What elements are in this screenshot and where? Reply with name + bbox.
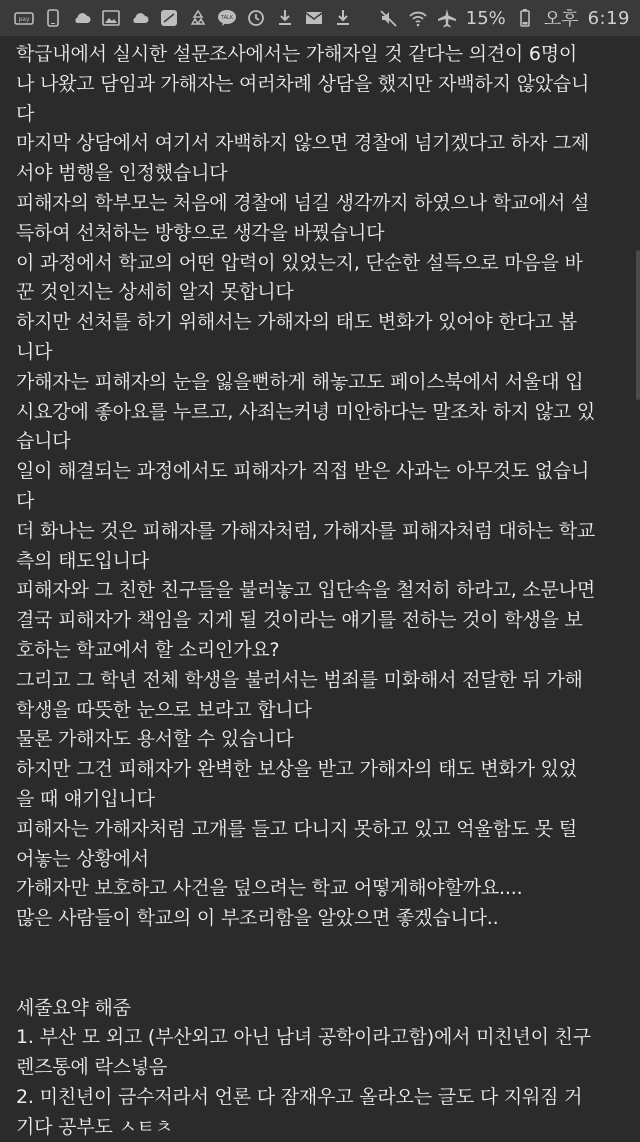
article-line: 물론 가해자도 용서할 수 있습니다 (16, 728, 294, 751)
download-icon (275, 8, 295, 28)
article-line: 하지만 선처를 하기 위해서는 가해자의 태도 변화가 있어야 한다고 봅 (16, 311, 577, 334)
summary-line: 기다 공부도 ㅅㅌㅊ (16, 1115, 173, 1138)
airplane-icon (437, 8, 457, 28)
article-line: 이 과정에서 학교의 어떤 압력이 있었는지, 단순한 설득으로 마음을 바 (16, 251, 583, 274)
battery-percent: 15% (465, 7, 506, 29)
summary-line: 1. 부산 모 외고 (부산외고 아닌 남녀 공학이라고함)에서 미친년이 친구 (16, 1026, 591, 1049)
article-line: 나 나왔고 담임과 가해자는 여러차례 상담을 했지만 자백하지 않았습니 (16, 72, 590, 95)
article-line: 을 때 얘기입니다 (16, 787, 155, 810)
article-line: 피해자는 가해자처럼 고개를 들고 다니지 못하고 있고 억울함도 못 털 (16, 817, 577, 840)
article-line: 피해자와 그 친한 친구들을 불러놓고 입단속을 철저히 하라고, 소문나면 (16, 579, 596, 602)
svg-text:pay: pay (18, 16, 30, 23)
pay-icon (14, 8, 34, 28)
article-line: 피해자의 학부모는 처음에 경찰에 넘길 생각까지 하였으나 학교에서 설 (16, 191, 590, 214)
mail-icon (304, 8, 324, 28)
recycle-icon (188, 8, 208, 28)
clock: 6:19 (587, 7, 630, 29)
talk-icon (217, 8, 237, 28)
svg-text:TALK: TALK (220, 15, 234, 21)
article-line: 시요강에 좋아요를 누르고, 사죄는커녕 미안하다는 말조차 하지 않고 있 (16, 400, 596, 423)
summary-line: 렌즈통에 락스넣음 (16, 1056, 168, 1079)
article-line: 측의 태도입니다 (16, 549, 149, 572)
battery-icon (515, 8, 535, 28)
article-line: 호하는 학교에서 할 소리인가요? (16, 638, 280, 661)
article-line: 가해자는 피해자의 눈을 잃을뻔하게 해놓고도 페이스북에서 서울대 입 (16, 370, 584, 393)
cloud-icon (72, 8, 92, 28)
system-icons (379, 5, 630, 31)
article-line: 그리고 그 학년 전체 학생을 불러서는 범죄를 미화해서 전달한 뒤 가해 (16, 668, 583, 691)
sync-icon (246, 8, 266, 28)
article-line: 결국 피해자가 책임을 지게 될 것이라는 얘기를 전하는 것이 학생을 보 (16, 609, 583, 632)
article-content[interactable] (0, 36, 640, 1138)
article-line: 더 화나는 것은 피해자를 가해자처럼, 가해자를 피해자처럼 대하는 학교 (16, 519, 596, 542)
summary-line: 2. 미친년이 금수저라서 언론 다 잠재우고 올라오는 글도 다 지워짐 거 (16, 1085, 583, 1108)
article-line: 다 (16, 102, 35, 125)
article-line: 학생을 따뜻한 눈으로 보라고 합니다 (16, 698, 312, 721)
article-line: 어놓는 상황에서 (16, 847, 149, 870)
image-icon (101, 8, 121, 28)
article-line: 꾼 것인지는 상세히 알지 못합니다 (16, 281, 294, 304)
article-line: 일이 해결되는 과정에서도 피해자가 직접 받은 사과는 아무것도 없습니 (16, 460, 590, 483)
phone-icon (43, 8, 63, 28)
article-line: 다 (16, 489, 35, 512)
article-line: 많은 사람들이 학교의 이 부조리함을 알았으면 좋겠습니다.. (16, 907, 499, 930)
article-line: 하지만 그건 피해자가 완벽한 보상을 받고 가해자의 태도 변화가 있었 (16, 758, 577, 781)
cloud-icon (130, 8, 150, 28)
summary-heading: 세줄요약 해줌 (16, 996, 131, 1019)
article-line: 마지막 상담에서 여기서 자백하지 않으면 경찰에 넘기겠다고 하자 그제 (16, 132, 590, 155)
wifi-icon (408, 8, 428, 28)
article-line: 습니다 (16, 430, 71, 453)
am-pm-label: 오후 (543, 9, 579, 30)
app-icon (159, 8, 179, 28)
mute-icon (379, 8, 399, 28)
download-icon (333, 8, 353, 28)
article-line: 가해자만 보호하고 사건을 덮으려는 학교 어떻게해야할까요.... (16, 877, 523, 900)
article-line: 서야 범행을 인정했습니다 (16, 162, 228, 185)
article-line: 득하여 선처하는 방향으로 생각을 바꿨습니다 (16, 221, 385, 244)
section-spacer (16, 934, 626, 994)
status-bar (0, 0, 640, 36)
article-line: 학급내에서 실시한 설문조사에서는 가해자일 것 같다는 의견이 6명이 (16, 43, 578, 65)
scrollbar[interactable] (636, 250, 640, 400)
notification-icons (14, 8, 353, 28)
article-line: 니다 (16, 340, 53, 363)
